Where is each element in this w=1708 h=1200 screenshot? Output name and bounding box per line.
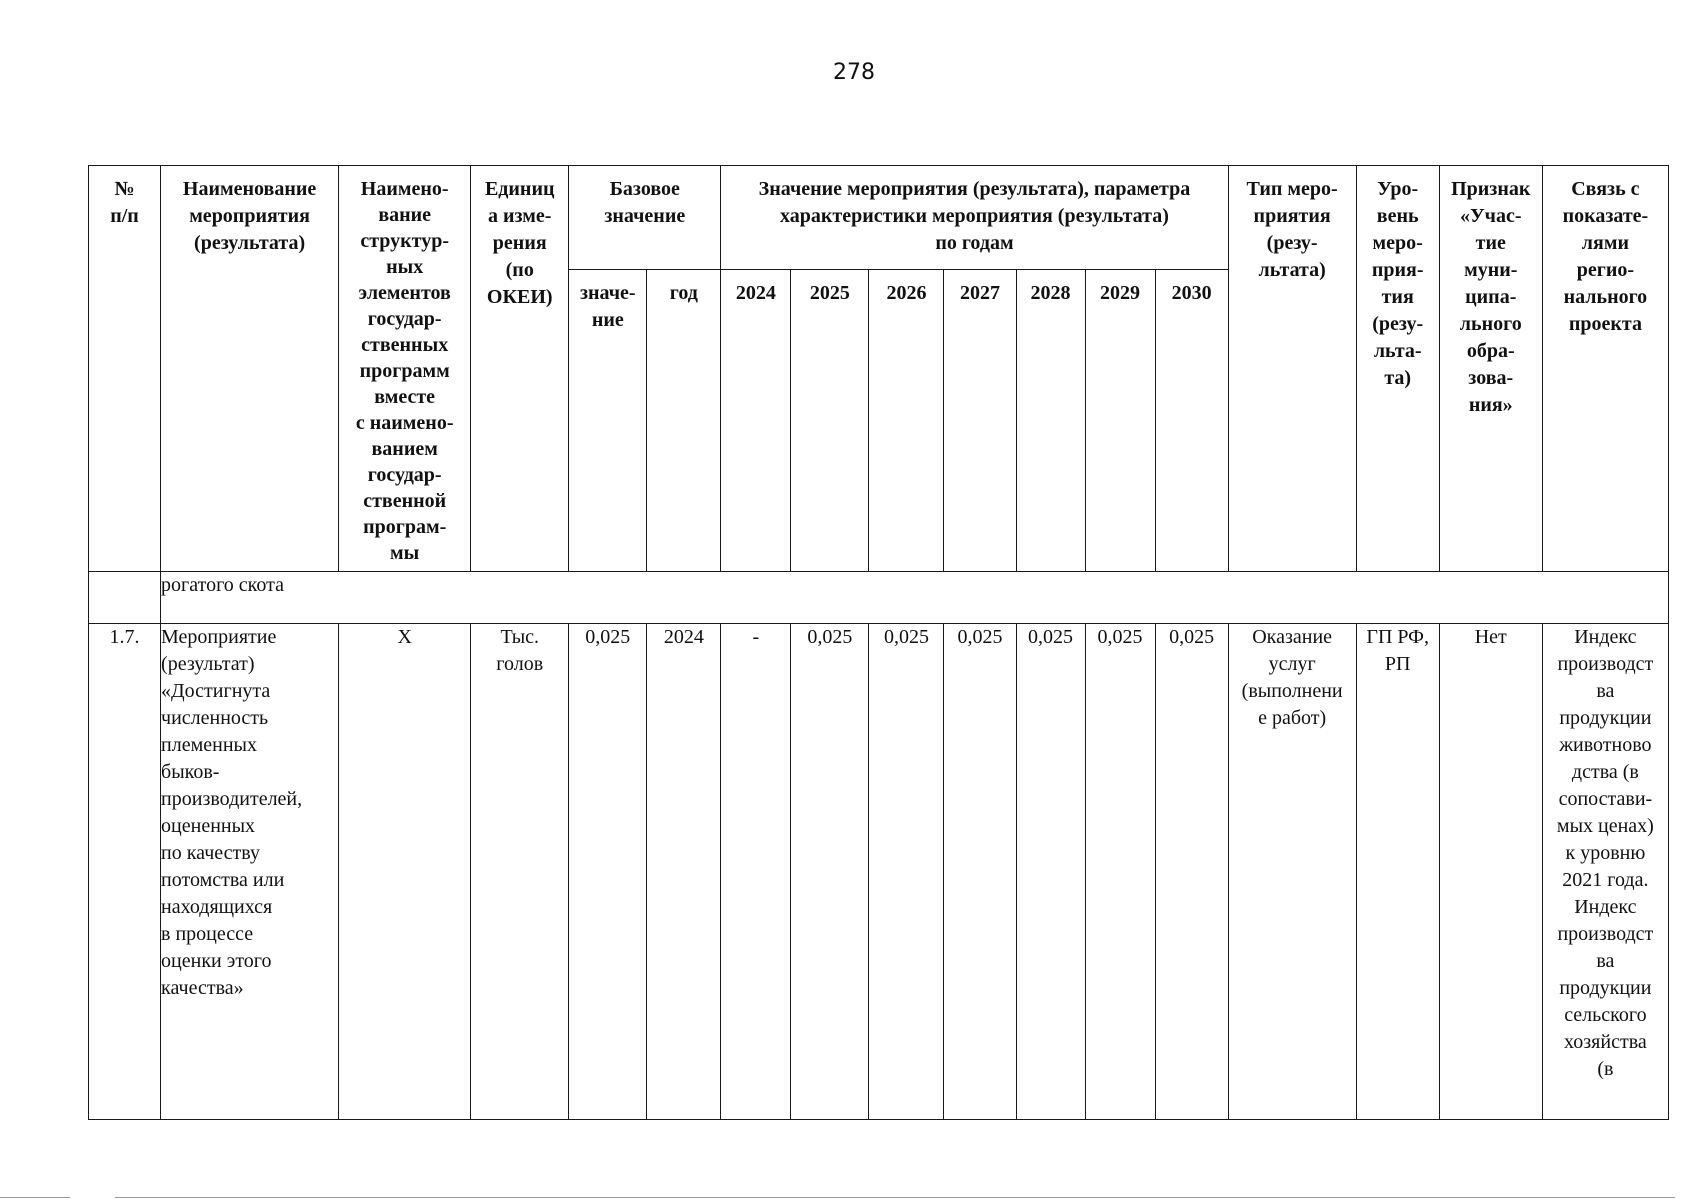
header-year-2030: 2030: [1155, 270, 1228, 572]
row-type: Оказание услуг (выполнени е работ): [1228, 624, 1356, 1120]
header-base-value-value: значе- ние: [569, 270, 647, 572]
row-link: Индекс производст ва продукции животново дства (в сопостави- мых ценах) к уровню 2021 года. Индекс производст ва продукции сельского хозяйства (в: [1542, 624, 1668, 1120]
header-year-2029: 2029: [1085, 270, 1155, 572]
header-structural-elements: Наимено- вание структур- ных элементов государ- ственных программ вместе с наимено- ванием государ- ственной програм- мы: [339, 166, 471, 572]
header-level: Уро- вень меро- прия- тия (резу- льта- та): [1356, 166, 1439, 572]
continuation-num-cell: [89, 572, 161, 624]
header-year-2026: 2026: [869, 270, 944, 572]
header-year-2024: 2024: [721, 270, 791, 572]
header-link-to-indicators: Связь с показате- лями регио- нального проекта: [1542, 166, 1668, 572]
measures-table: [88, 165, 1669, 1120]
header-municipal-participation: Признак «Учас- тие муни- ципа- льного обра- зова- ния»: [1439, 166, 1542, 572]
row-value-2025: 0,025: [791, 624, 869, 1120]
continuation-row: [89, 572, 1669, 624]
row-municipal: Нет: [1439, 624, 1542, 1120]
row-number: 1.7.: [89, 624, 161, 1120]
header-name: Наименование мероприятия (результата): [161, 166, 339, 572]
header-year-2028: 2028: [1016, 270, 1085, 572]
row-unit: Тыс. голов: [471, 624, 569, 1120]
row-base-year: 2024: [647, 624, 721, 1120]
row-level: ГП РФ, РП: [1356, 624, 1439, 1120]
row-value-2029: 0,025: [1085, 624, 1155, 1120]
header-year-2027: 2027: [944, 270, 1016, 572]
row-base-value: 0,025: [569, 624, 647, 1120]
header-base-value: Базовое значение: [569, 166, 721, 270]
scan-edge-line: [115, 1197, 1675, 1198]
header-row-top: [89, 166, 1669, 270]
row-value-2030: 0,025: [1155, 624, 1228, 1120]
row-name: Мероприятие (результат) «Достигнута численность племенных быков- производителей, оцененных по качеству потомства или находящихся в процессе оценки этого качества»: [161, 624, 339, 1120]
row-value-2024: -: [721, 624, 791, 1120]
header-base-value-year: год: [647, 270, 721, 572]
row-value-2026: 0,025: [869, 624, 944, 1120]
header-unit: Единиц а изме- рения (по ОКЕИ): [471, 166, 569, 572]
row-value-2027: 0,025: [944, 624, 1016, 1120]
header-year-2025: 2025: [791, 270, 869, 572]
row-value-2028: 0,025: [1016, 624, 1085, 1120]
header-values-by-year: Значение мероприятия (результата), параметра характеристики мероприятия (результата) по годам: [721, 166, 1228, 270]
header-num: № п/п: [89, 166, 161, 572]
continuation-text: рогатого скота: [161, 572, 1669, 624]
table-row: [89, 624, 1669, 1120]
scan-edge-line: [0, 1197, 70, 1198]
row-structural: X: [339, 624, 471, 1120]
page-number: 278: [833, 60, 875, 85]
header-type: Тип меро- приятия (резу- льтата): [1228, 166, 1356, 572]
